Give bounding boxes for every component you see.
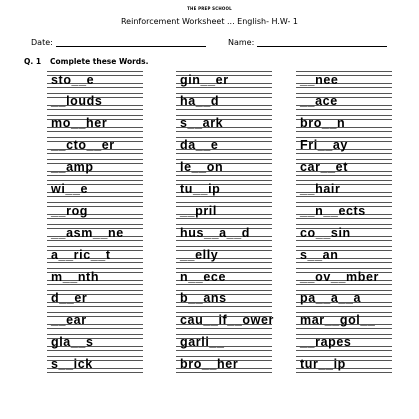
date-label: Date: [31,38,53,47]
handwriting-guide-line [47,196,143,197]
name-field[interactable] [257,38,387,47]
incomplete-word: bro__her [180,357,239,372]
word-column-3 [296,71,392,377]
incomplete-word: d__er [51,291,88,306]
incomplete-word: bro__n [300,116,346,131]
word-item[interactable] [296,290,392,312]
handwriting-guide-line [47,262,143,263]
handwriting-guide-line [176,262,272,263]
date-field[interactable] [56,38,206,47]
incomplete-word: __ace [300,94,338,109]
worksheet-title: Reinforcement Worksheet ... English- H.W- 1 [120,17,299,26]
word-item[interactable] [47,356,143,378]
incomplete-word: cau__if__ower [180,313,274,328]
word-item[interactable] [176,224,272,246]
word-item[interactable] [176,159,272,181]
word-item[interactable] [176,246,272,268]
question-number: Q. 1 [24,57,42,66]
word-item[interactable] [176,312,272,334]
handwriting-guide-line [296,131,392,132]
incomplete-word: __louds [51,94,103,109]
word-item[interactable] [296,246,392,268]
incomplete-word: gin__er [180,72,229,87]
question-prompt: Complete these Words. [50,57,149,66]
incomplete-word: __n__ects [300,203,366,218]
incomplete-word: Fri__ay [300,138,348,153]
handwriting-guide-line [296,262,392,263]
word-item[interactable] [296,180,392,202]
handwriting-guide-line [176,196,272,197]
incomplete-word: garli__ [180,335,225,350]
word-item[interactable] [296,224,392,246]
handwriting-guide-line [176,131,272,132]
handwriting-guide-line [47,153,143,154]
word-item[interactable] [176,334,272,356]
word-item[interactable] [176,93,272,115]
handwriting-guide-line [176,218,272,219]
word-item[interactable] [296,202,392,224]
handwriting-guide-line [296,240,392,241]
handwriting-guide-line [296,109,392,110]
incomplete-word: pa__a__a [300,291,362,306]
handwriting-guide-line [47,131,143,132]
word-item[interactable] [47,159,143,181]
incomplete-word: ha__d [180,94,220,109]
word-item[interactable] [296,159,392,181]
handwriting-guide-line [176,240,272,241]
word-item[interactable] [47,290,143,312]
handwriting-guide-line [296,350,392,351]
handwriting-guide-line [296,372,392,373]
incomplete-word: __hair [300,181,341,196]
word-item[interactable] [47,268,143,290]
handwriting-guide-line [296,153,392,154]
incomplete-word: wi__e [51,181,89,196]
handwriting-guide-line [176,350,272,351]
school-name: THE PREP SCHOOL [187,6,232,11]
incomplete-word: __rapes [300,335,352,350]
handwriting-guide-line [176,87,272,88]
word-item[interactable] [47,180,143,202]
incomplete-word: b__ans [180,291,227,306]
word-item[interactable] [47,312,143,334]
word-item[interactable] [296,312,392,334]
incomplete-word: s__ick [51,357,93,372]
handwriting-guide-line [176,306,272,307]
word-item[interactable] [176,115,272,137]
handwriting-guide-line [47,328,143,329]
incomplete-word: __ov__mber [300,269,379,284]
handwriting-guide-line [176,153,272,154]
word-item[interactable] [176,180,272,202]
word-column-1 [47,71,143,377]
incomplete-word: gla__s [51,335,94,350]
incomplete-word: hus__a__d [180,225,251,240]
incomplete-word: da__e [180,138,219,153]
incomplete-word: co__sin [300,225,351,240]
handwriting-guide-line [176,372,272,373]
incomplete-word: __asm__ne [51,225,124,240]
incomplete-word: __pril [180,203,217,218]
handwriting-guide-line [296,306,392,307]
word-item[interactable] [296,115,392,137]
incomplete-word: __cto__er [51,138,115,153]
word-item[interactable] [296,268,392,290]
handwriting-guide-line [296,328,392,329]
handwriting-guide-line [176,109,272,110]
handwriting-guide-line [176,328,272,329]
handwriting-guide-line [47,350,143,351]
incomplete-word: __nee [300,72,339,87]
word-item[interactable] [296,71,392,93]
word-item[interactable] [47,202,143,224]
handwriting-guide-line [296,218,392,219]
incomplete-word: n__ece [180,269,226,284]
handwriting-guide-line [296,284,392,285]
incomplete-word: sto__e [51,72,95,87]
incomplete-word: tur__ip [300,357,346,372]
incomplete-word: m__nth [51,269,100,284]
handwriting-guide-line [47,240,143,241]
incomplete-word: __elly [180,247,219,262]
word-item[interactable] [47,115,143,137]
word-item[interactable] [176,137,272,159]
incomplete-word: mar__gol__ [300,313,376,328]
word-item[interactable] [47,224,143,246]
name-label: Name: [228,38,255,47]
handwriting-guide-line [296,196,392,197]
handwriting-guide-line [47,109,143,110]
incomplete-word: car__et [300,160,348,175]
word-item[interactable] [296,93,392,115]
handwriting-guide-line [47,218,143,219]
word-item[interactable] [47,334,143,356]
date-row [31,38,206,47]
handwriting-guide-line [47,306,143,307]
word-item[interactable] [47,93,143,115]
incomplete-word: s__an [300,247,339,262]
incomplete-word: a__ric__t [51,247,111,262]
handwriting-guide-line [296,175,392,176]
handwriting-guide-line [47,175,143,176]
word-item[interactable] [176,71,272,93]
handwriting-guide-line [47,284,143,285]
word-column-2 [176,71,272,377]
word-item[interactable] [296,356,392,378]
handwriting-guide-line [47,372,143,373]
incomplete-word: s__ark [180,116,224,131]
word-item[interactable] [176,290,272,312]
incomplete-word: tu__ip [180,181,221,196]
incomplete-word: __amp [51,160,94,175]
word-item[interactable] [47,137,143,159]
word-item[interactable] [176,356,272,378]
word-item[interactable] [296,334,392,356]
word-item[interactable] [47,71,143,93]
incomplete-word: le__on [180,160,224,175]
name-row [228,38,387,47]
word-item[interactable] [176,202,272,224]
word-item[interactable] [296,137,392,159]
incomplete-word: __ear [51,313,87,328]
handwriting-guide-line [176,175,272,176]
word-item[interactable] [176,268,272,290]
incomplete-word: __rog [51,203,89,218]
handwriting-guide-line [296,87,392,88]
word-item[interactable] [47,246,143,268]
incomplete-word: mo__her [51,116,108,131]
handwriting-guide-line [47,87,143,88]
handwriting-guide-line [176,284,272,285]
question-heading [24,57,149,66]
